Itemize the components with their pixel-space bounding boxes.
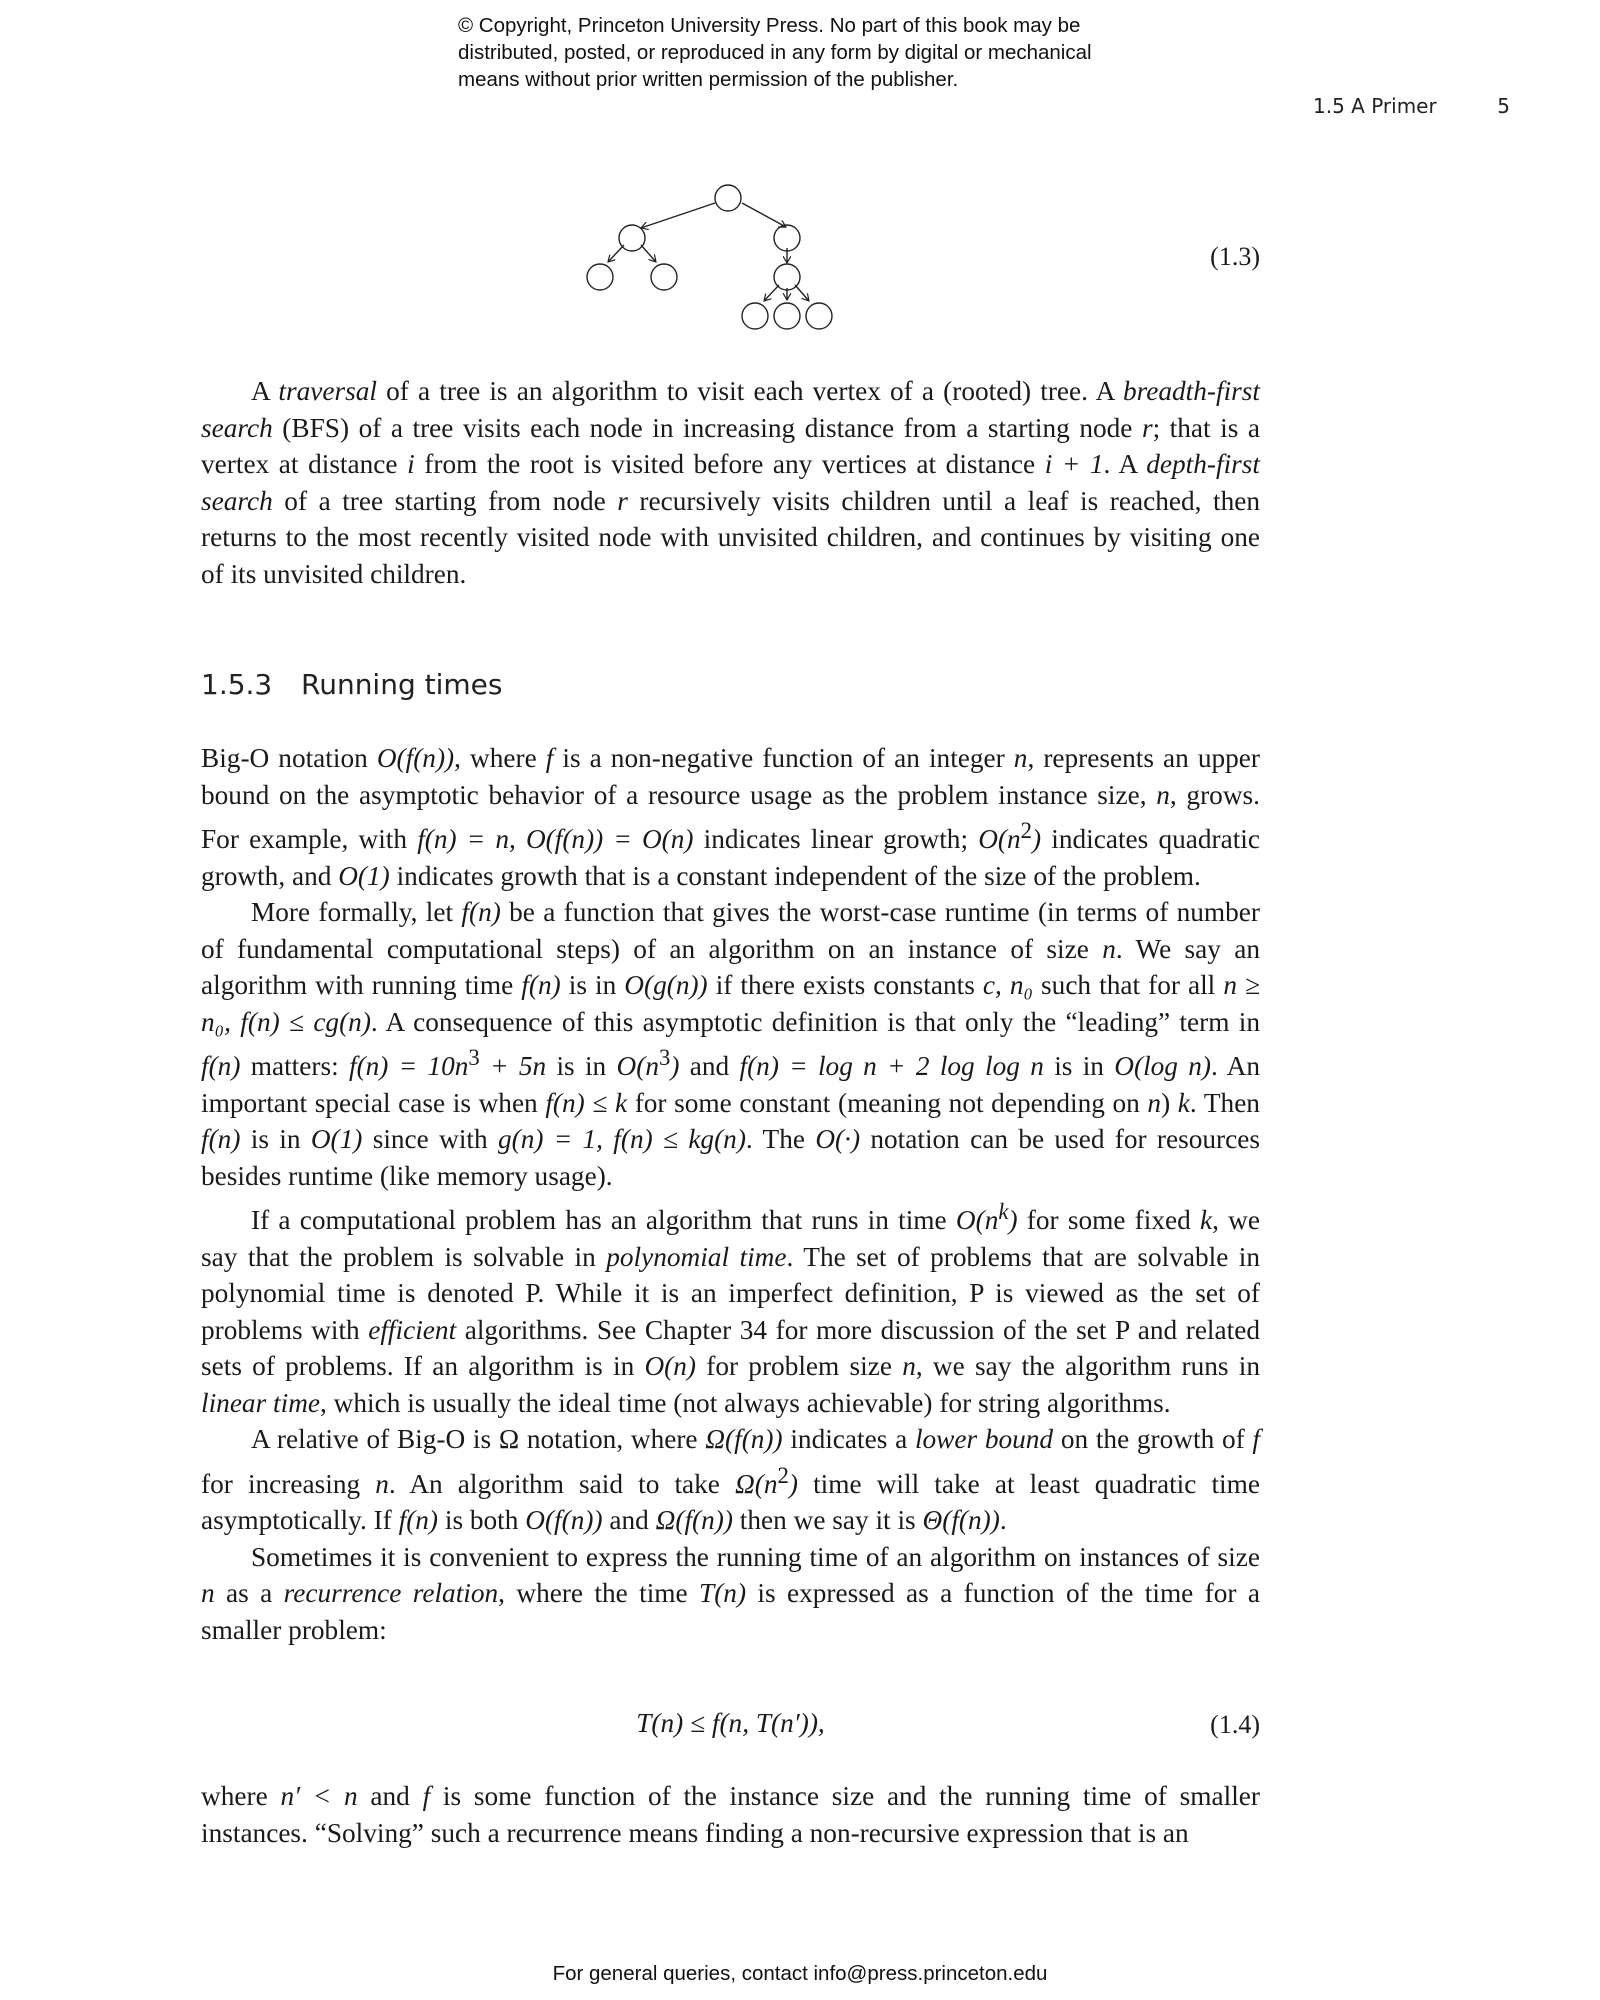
- section-title: Running times: [301, 668, 503, 701]
- tree-node: [587, 264, 613, 290]
- section-number: 1.5.3: [201, 668, 273, 701]
- omega-paragraph: A relative of Big-O is Ω notation, where Ω(f(n)) indicates a lower bound on the growth of f for increasing n. An algorithm said to take $\Omega(n^2)$ time will take at least quadratic time asymptotically. If f(n) is both O(f(n)) and Ω(f(n)) then we say it is Θ(f(n)).: [201, 1424, 1261, 1536]
- tree-node: [774, 264, 800, 290]
- tree-node: [774, 225, 800, 251]
- term-traversal: traversal: [278, 376, 377, 406]
- tree-node: [806, 303, 832, 329]
- footer-contact: For general queries, contact info@press.princeton.edu: [552, 1962, 1048, 1985]
- tree-diagram: [580, 178, 880, 338]
- tree-node: [619, 225, 645, 251]
- polynomial-paragraph: If a computational problem has an algorithm that runs in time $O(n^k)$ for some fixed k, we say that the problem is solvable in polynomial time. The set of problems that are solvable in polynomial time is denoted P. While it is an imperfect definition, P is viewed as the set of problems with efficient algorithms. See Chapter 34 for more discussion of the set P and related sets of problems. If an algorithm is in O(n) for problem size n, we say the algorithm runs in linear time, which is usually the ideal time (not always achievable) for string algorithms.: [201, 1199, 1260, 1418]
- term-efficient: efficient: [368, 1314, 457, 1345]
- figure-equation-number: (1.3): [1210, 242, 1260, 271]
- tree-edge: [742, 203, 786, 227]
- copyright-line-1: © Copyright, Princeton University Press. No part of this book may be: [458, 14, 1081, 37]
- copyright-notice: [458, 12, 1218, 93]
- term-dfs: depth-first search: [201, 449, 1260, 516]
- term-bfs: breadth-first search: [201, 376, 1260, 443]
- final-paragraph: where n′ < n and f is some function of the instance size and the running time of smaller instances. “Solving” such a recurrence means finding a non-recursive expression that is an: [201, 1781, 1260, 1848]
- copyright-line-2: distributed, posted, or reproduced in any form by digital or mechanical: [458, 41, 1092, 64]
- tree-edge: [641, 203, 715, 228]
- body-text: [201, 740, 1260, 1648]
- tree-node: [774, 303, 800, 329]
- equation-expression: T(n) ≤ f(n, T(n′)),: [636, 1708, 825, 1738]
- tree-figure: [580, 178, 880, 342]
- copyright-line-3: means without prior written permission of the publisher.: [458, 68, 959, 91]
- traversal-paragraph: A traversal of a tree is an algorithm to visit each vertex of a (rooted) tree. A breadth-first search (BFS) of a tree visits each node in increasing distance from a starting node r; that is a vertex at distance i from the root is visited before any vertices at distance i + 1. A depth-first search of a tree starting from node r recursively visits children until a leaf is reached, then returns to the most recently visited node with unvisited children, and continues by visiting one of its unvisited children.: [201, 376, 1261, 589]
- tree-edge: [608, 245, 624, 262]
- term-polynomial-time: polynomial time: [606, 1241, 787, 1272]
- tree-node: [651, 264, 677, 290]
- running-head-section: 1.5 A Primer: [1313, 94, 1437, 118]
- bigo-paragraph: Big-O notation O(f(n)), where f is a non-negative function of an integer n, represents an upper bound on the asymptotic behavior of a resource usage as the problem instance size, n, grows. For example, with f(n) = n, O(f(n)) = O(n) indicates linear growth; $O(n^2)$ indicates quadratic growth, and O(1) indicates growth that is a constant independent of the size of the problem.: [201, 743, 1260, 891]
- recurrence-paragraph: Sometimes it is convenient to express the running time of an algorithm on instances of size n as a recurrence relation, where the time T(n) is expressed as a function of the time for a smaller problem:: [201, 1541, 1260, 1645]
- tree-edge: [795, 285, 809, 301]
- display-equation: [201, 1708, 1260, 1739]
- page-number: 5: [1497, 94, 1510, 118]
- term-linear-time: linear time: [201, 1387, 321, 1418]
- tree-node-root: [715, 185, 741, 211]
- tree-node: [742, 303, 768, 329]
- tree-edge: [641, 245, 656, 262]
- tree-edge: [764, 285, 779, 301]
- section-heading: [201, 668, 502, 701]
- term-lower-bound: lower bound: [914, 1424, 1054, 1455]
- formal-paragraph: More formally, let f(n) be a function that gives the worst-case runtime (in terms of number of fundamental computational steps) of an algorithm on an instance of size n. We say an algorithm with running time f(n) is in O(g(n)) if there exists constants c, n₀ such that for all n ≥ n₀, f(n) ≤ cg(n). A consequence of this asymptotic definition is that only the “leading” term in f(n) matters: $f(n) = 10n^3 + 5n$ is in $O(n^3)$ and f(n) = log n + 2 log log n is in O(log n). An important special case is when f(n) ≤ k for some constant (meaning not depending on n) k. Then f(n) is in O(1) since with g(n) = 1, f(n) ≤ kg(n). The O(·) notation can be used for resources besides runtime (like memory usage).: [201, 897, 1261, 1191]
- term-recurrence-relation: recurrence relation: [283, 1578, 499, 1609]
- equation-number: (1.4): [1210, 1710, 1260, 1739]
